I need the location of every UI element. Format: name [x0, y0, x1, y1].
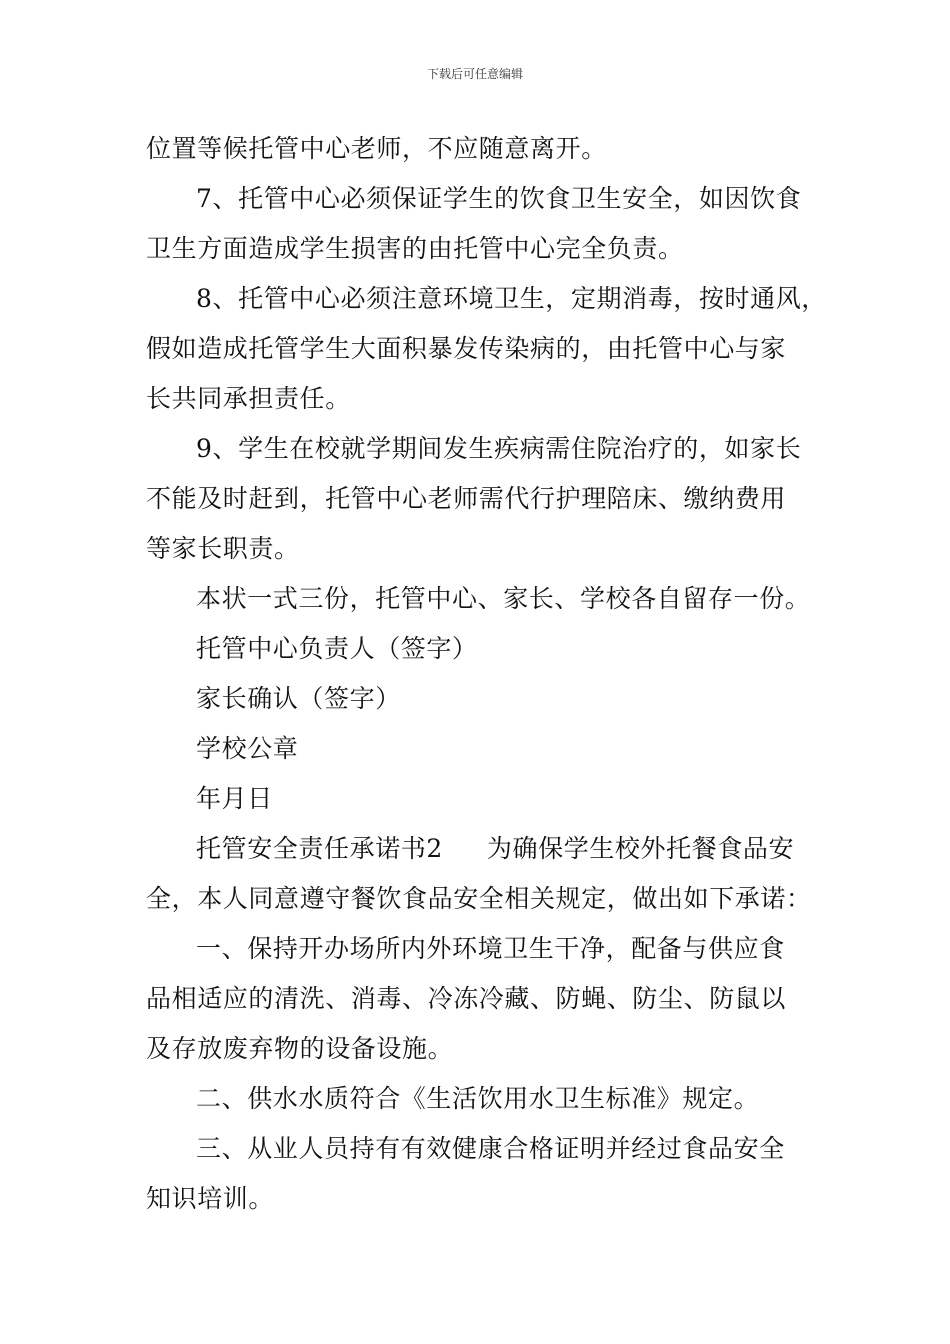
paragraph-line: 一、保持开办场所内外环境卫生干净，配备与供应食	[196, 934, 785, 963]
paragraph-line: 知识培训。	[146, 1184, 275, 1213]
paragraph-line: 长共同承担责任。	[146, 384, 351, 413]
document-body	[146, 124, 827, 1224]
paragraph-line: 假如造成托管学生大面积暴发传染病的，由托管中心与家	[146, 334, 787, 363]
section-title-line	[146, 824, 810, 874]
school-seal-line: 学校公章	[196, 734, 299, 763]
paragraph-line: 品相适应的清洗、消毒、冷冻冷藏、防蝇、防尘、防鼠以	[146, 984, 787, 1013]
paragraph-line: 三、从业人员持有有效健康合格证明并经过食品安全	[196, 1134, 785, 1163]
signature-line-parent: 家长确认（签字）	[196, 684, 401, 713]
paragraph-line: 7、托管中心必须保证学生的饮食卫生安全，如因饮食	[196, 184, 802, 213]
page-header: 下载后可任意编辑	[426, 67, 523, 81]
paragraph-line: 8、托管中心必须注意环境卫生，定期消毒，按时通风，	[196, 284, 827, 313]
paragraph-line: 及存放废弃物的设备设施。	[146, 1034, 454, 1063]
paragraph-line: 全，本人同意遵守餐饮食品安全相关规定，做出如下承诺：	[146, 884, 812, 913]
paragraph-line: 位置等候托管中心老师，不应随意离开。	[146, 134, 607, 163]
paragraph-line: 9、学生在校就学期间发生疾病需住院治疗的，如家长	[196, 434, 802, 463]
paragraph-line: 本状一式三份，托管中心、家长、学校各自留存一份。	[196, 584, 811, 613]
paragraph-line-start: 为确保学生校外托餐食品安	[486, 834, 795, 863]
signature-line-center-head: 托管中心负责人（签字）	[196, 634, 478, 663]
paragraph-line: 不能及时赶到，托管中心老师需代行护理陪床、缴纳费用	[146, 484, 787, 513]
paragraph-line: 二、供水水质符合《生活饮用水卫生标准》规定。	[196, 1084, 760, 1113]
paragraph-line: 等家长职责。	[146, 534, 300, 563]
date-line: 年月日	[196, 784, 273, 813]
paragraph-line: 卫生方面造成学生损害的由托管中心完全负责。	[146, 234, 684, 263]
section-title: 托管安全责任承诺书2	[196, 834, 443, 863]
